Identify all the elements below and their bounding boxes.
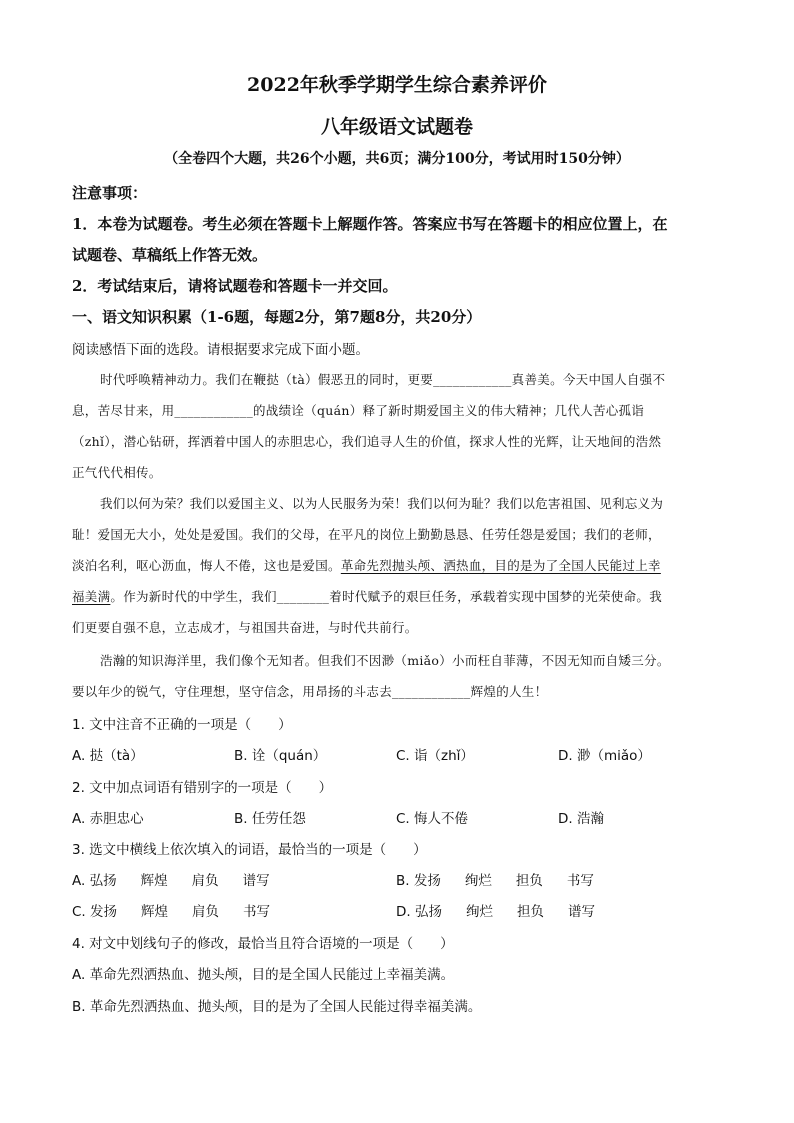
notes-heading: 注意事项：: [72, 184, 148, 202]
q3-option-b[interactable]: [396, 869, 618, 889]
passage-p1-line1: 时代呼唤精神动力。我们在鞭挞（tà）假恶丑的同时，更要____________真善美。今天中国人自强不: [100, 372, 666, 387]
notes-item-1b: 试题卷、草稿纸上作答无效。: [72, 246, 268, 264]
q2-option-b[interactable]: B. 任劳任怨: [234, 811, 306, 827]
q4-option-b[interactable]: B. 革命先烈洒热血、抛头颅，目的是为了全国人民能过得幸福美满。: [72, 999, 482, 1015]
q3-a-word-1: A. 弘扬: [72, 873, 117, 889]
section-1-intro: 阅读感悟下面的选段。请根据要求完成下面小题。: [72, 342, 369, 358]
exam-info: （全卷四个大题，共26个小题，共6页；满分100分，考试用时150分钟）: [164, 151, 630, 167]
passage-p2-line1: 我们以何为荣？我们以爱国主义、以为人民服务为荣！我们以何为耻？我们以危害祖国、见利忘义为: [100, 496, 664, 511]
passage-p2-line3: [72, 556, 724, 574]
q3-d-word-1: D. 弘扬: [396, 904, 442, 920]
q3-b-word-3: 担负: [515, 873, 543, 889]
question-3-stem: 3. 选文中横线上依次填入的词语，最恰当的一项是（ ）: [72, 842, 427, 858]
q3-a-word-3: 肩负: [191, 873, 219, 889]
q1-option-b[interactable]: B. 诠（quán）: [234, 748, 327, 764]
underlined-sentence-part1: 革命先烈抛头颅、洒热血，目的是为了全国人民能过上幸: [340, 558, 661, 573]
q3-c-word-4: 书写: [243, 904, 271, 920]
passage-p2-line4-text: 。作为新时代的中学生，我们________着时代赋予的艰巨任务，承载着实现中国梦的光荣使命。我: [110, 589, 663, 604]
underlined-sentence-part2: 福美满: [72, 589, 111, 604]
passage-p1-line3: （zhǐ），潜心钻研，挥洒着中国人的赤胆忠心，我们追寻人生的价值，探求人性的光辉，让天地间的浩然: [72, 434, 662, 449]
q3-option-d[interactable]: [396, 900, 619, 920]
passage-p1-line4: 正气代代相传。: [72, 465, 162, 480]
q1-option-a[interactable]: A. 挞（tà）: [72, 748, 144, 764]
q3-c-word-3: 肩负: [192, 904, 220, 920]
q3-option-a[interactable]: [72, 869, 294, 889]
q3-d-word-2: 绚烂: [465, 904, 493, 920]
passage-p3-line2: 要以年少的锐气，守住理想，坚守信念，用昂扬的斗志去____________辉煌的人生！: [72, 684, 548, 699]
question-4-stem: 4. 对文中划线句子的修改，最恰当且符合语境的一项是（ ）: [72, 936, 454, 952]
q3-c-word-2: 辉煌: [141, 904, 169, 920]
exam-title: 2022年秋季学期学生综合素养评价: [247, 74, 547, 96]
question-1-stem: 1. 文中注音不正确的一项是（ ）: [72, 717, 292, 733]
passage-p2-line3-text: 淡泊名利，呕心沥血，悔人不倦，这也是爱国。: [72, 558, 341, 573]
q3-option-c[interactable]: [72, 900, 294, 920]
q1-option-c[interactable]: C. 诣（zhǐ）: [396, 748, 474, 764]
q2-option-a[interactable]: A. 赤胆忠心: [72, 811, 144, 827]
notes-item-1a: 1．本卷为试题卷。考生必须在答题卡上解题作答。答案应书写在答题卡的相应位置上，在: [72, 215, 668, 233]
q2-option-c[interactable]: C. 悔人不倦: [396, 811, 469, 827]
notes-item-2: 2．考试结束后，请将试题卷和答题卡一并交回。: [72, 277, 398, 295]
passage-p2-line4: [72, 587, 724, 605]
question-2-stem: 2. 文中加点词语有错别字的一项是（ ）: [72, 780, 333, 796]
q3-a-word-4: 谱写: [242, 873, 270, 889]
q3-d-word-4: 谱写: [567, 904, 595, 920]
q3-b-word-2: 绚烂: [464, 873, 492, 889]
passage-p3-line1: 浩瀚的知识海洋里，我们像个无知者。但我们不因渺（miǎo）小而枉自菲薄，不因无知而自矮三分。: [100, 653, 670, 668]
q3-a-word-2: 辉煌: [140, 873, 168, 889]
q3-b-word-1: B. 发扬: [396, 873, 441, 889]
passage-p2-line2: 耻！爱国无大小，处处是爱国。我们的父母，在平凡的岗位上勤勤恳恳、任劳任怨是爱国；我们的老师，: [72, 527, 661, 542]
passage-p1-line2: 息，苦尽甘来，用____________的战绩诠（quán）释了新时期爱国主义的伟大精神；几代人苦心孤诣: [72, 403, 645, 418]
passage-p2-line5: 们更要自强不息，立志成才，与祖国共奋进，与时代共前行。: [72, 620, 418, 635]
q3-c-word-1: C. 发扬: [72, 904, 118, 920]
q3-b-word-4: 书写: [566, 873, 594, 889]
section-1-heading: 一、语文知识积累（1-6题，每题2分，第7题8分，共20分）: [72, 308, 482, 326]
q4-option-a[interactable]: A. 革命先烈洒热血、抛头颅，目的是全国人民能过上幸福美满。: [72, 967, 455, 983]
q3-d-word-3: 担负: [516, 904, 544, 920]
q1-option-d[interactable]: D. 渺（miǎo）: [558, 748, 651, 764]
exam-subtitle: 八年级语文试题卷: [320, 116, 473, 138]
q2-option-d[interactable]: D. 浩瀚: [558, 811, 604, 827]
